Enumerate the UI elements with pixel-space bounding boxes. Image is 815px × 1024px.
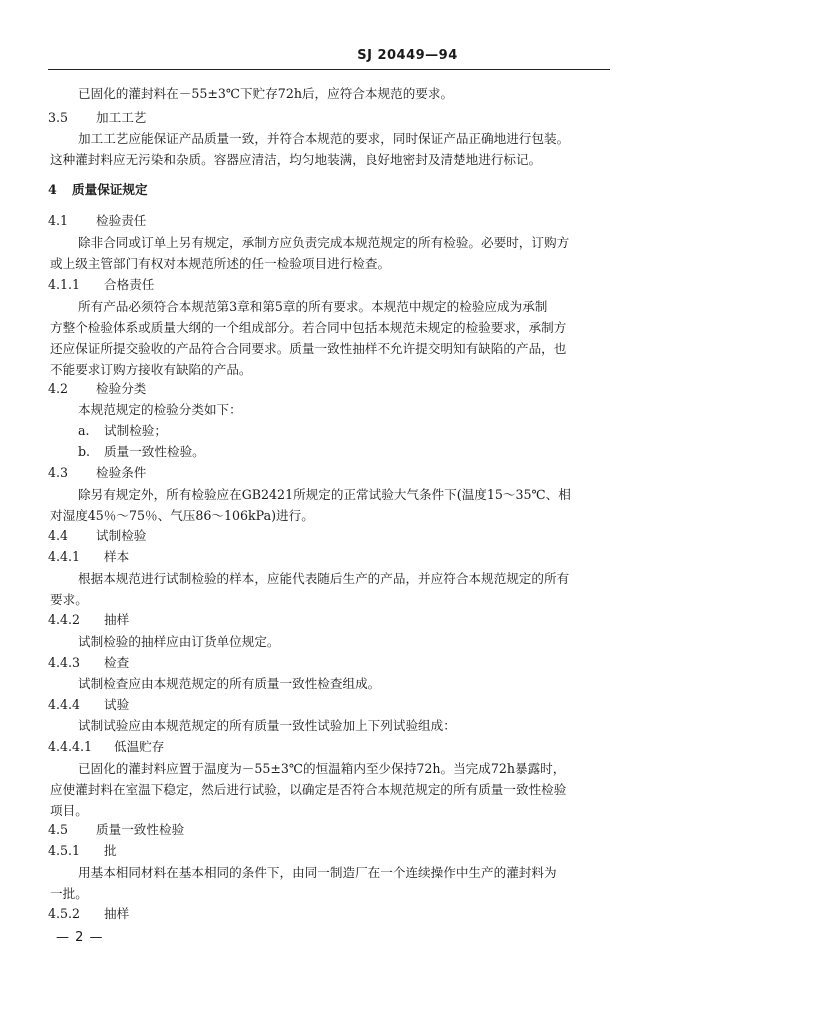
heading-title: 试验 bbox=[104, 697, 130, 712]
paragraph-line: 这种灌封料应无污染和杂质。容器应清洁，均匀地装满，良好地密封及清楚地进行标记。 bbox=[50, 152, 542, 167]
paragraph-line: 已固化的灌封料应置于温度为－55±3℃的恒温箱内至少保持72h。当完成72h暴露时， bbox=[78, 761, 566, 776]
paragraph-line: 或上级主管部门有权对本规范所述的任一检验项目进行检查。 bbox=[50, 256, 391, 271]
heading-4-1-1 bbox=[48, 277, 154, 293]
heading-4-2 bbox=[48, 381, 146, 397]
heading-4-4-3 bbox=[48, 655, 129, 671]
heading-number: 4.2 bbox=[48, 381, 69, 396]
heading-4-4-2 bbox=[48, 612, 129, 628]
heading-number: 3.5 bbox=[48, 110, 69, 125]
heading-title: 批 bbox=[104, 843, 117, 858]
heading-number: 4.4 bbox=[48, 528, 69, 543]
heading-title: 样本 bbox=[104, 549, 130, 564]
paragraph-line: 试制检查应由本规范规定的所有质量一致性检查组成。 bbox=[78, 676, 381, 691]
paragraph-line: 一批。 bbox=[50, 886, 88, 901]
heading-title: 抽样 bbox=[104, 906, 130, 921]
paragraph-line: 所有产品必须符合本规范第3章和第5章的所有要求。本规范中规定的检验应成为承制 bbox=[78, 299, 548, 314]
heading-4-1 bbox=[48, 213, 146, 229]
heading-number: 4.5.2 bbox=[48, 906, 81, 921]
list-item-b bbox=[78, 444, 205, 460]
heading-title: 检验责任 bbox=[96, 213, 147, 228]
heading-4 bbox=[48, 182, 148, 198]
heading-title: 试制检验 bbox=[96, 528, 147, 543]
heading-number: 4.3 bbox=[48, 465, 69, 480]
heading-number: 4.4.3 bbox=[48, 655, 81, 670]
heading-4-5 bbox=[48, 822, 184, 838]
heading-title: 抽样 bbox=[104, 612, 130, 627]
heading-title: 检查 bbox=[104, 655, 130, 670]
paragraph-line: 用基本相同材料在基本相同的条件下，由同一制造厂在一个连续操作中生产的灌封料为 bbox=[78, 865, 557, 880]
heading-number: 4.4.2 bbox=[48, 612, 81, 627]
heading-number: 4.4.1 bbox=[48, 549, 81, 564]
heading-number: 4.4.4.1 bbox=[48, 739, 93, 754]
heading-number: 4.4.4 bbox=[48, 697, 81, 712]
list-text: 试制检验； bbox=[104, 423, 167, 438]
heading-title: 质量保证规定 bbox=[72, 182, 148, 197]
heading-title: 合格责任 bbox=[104, 277, 155, 292]
list-item-a bbox=[78, 423, 167, 439]
paragraph-line: 应使灌封料在室温下稳定，然后进行试验，以确定是否符合本规范规定的所有质量一致性检验 bbox=[50, 782, 567, 797]
heading-4-4-1 bbox=[48, 549, 129, 565]
heading-4-5-1 bbox=[48, 843, 117, 859]
header-rule bbox=[48, 69, 610, 70]
heading-title: 检验分类 bbox=[96, 381, 147, 396]
list-marker: b. bbox=[78, 444, 91, 459]
paragraph-line: 根据本规范进行试制检验的样本，应能代表随后生产的产品，并应符合本规范规定的所有 bbox=[78, 571, 570, 586]
paragraph-line: 不能要求订购方接收有缺陷的产品。 bbox=[50, 362, 252, 377]
paragraph-line: 方整个检验体系或质量大纲的一个组成部分。若合同中包括本规范未规定的检验要求，承制方 bbox=[50, 320, 567, 335]
heading-title: 加工工艺 bbox=[96, 110, 147, 125]
page-number: — 2 — bbox=[56, 930, 104, 945]
heading-4-5-2 bbox=[48, 906, 129, 922]
heading-title: 检验条件 bbox=[96, 465, 147, 480]
paragraph-line: 对湿度45％～75％、气压86～106kPa)进行。 bbox=[50, 508, 314, 523]
heading-number: 4.5.1 bbox=[48, 843, 81, 858]
heading-title: 质量一致性检验 bbox=[96, 822, 185, 837]
paragraph-line: 试制试验应由本规范规定的所有质量一致性试验加上下列试验组成： bbox=[78, 718, 456, 733]
paragraph-line: 还应保证所提交验收的产品符合合同要求。质量一致性抽样不允许提交明知有缺陷的产品，也 bbox=[50, 341, 567, 356]
heading-4-4-4-1 bbox=[48, 739, 164, 755]
list-text: 质量一致性检验。 bbox=[104, 444, 205, 459]
page-header: SJ 20449—94 bbox=[357, 48, 458, 63]
paragraph-line: 除非合同或订单上另有规定，承制方应负责完成本规范规定的所有检验。必要时，订购方 bbox=[78, 235, 570, 250]
heading-4-4-4 bbox=[48, 697, 129, 713]
heading-number: 4.1.1 bbox=[48, 277, 81, 292]
paragraph-line: 已固化的灌封料在－55±3℃下贮存72h后，应符合本规范的要求。 bbox=[78, 86, 454, 101]
list-marker: a. bbox=[78, 423, 90, 438]
heading-3-5 bbox=[48, 110, 146, 126]
paragraph-line: 本规范规定的检验分类如下： bbox=[78, 402, 242, 417]
heading-title: 低温贮存 bbox=[114, 739, 165, 754]
paragraph-line: 要求。 bbox=[50, 592, 88, 607]
paragraph-line: 项目。 bbox=[50, 803, 88, 818]
paragraph-line: 除另有规定外，所有检验应在GB2421所规定的正常试验大气条件下(温度15～35℃、相 bbox=[78, 487, 571, 502]
heading-number: 4.1 bbox=[48, 213, 69, 228]
paragraph-line: 试制检验的抽样应由订货单位规定。 bbox=[78, 634, 280, 649]
heading-4-3 bbox=[48, 465, 146, 481]
heading-number: 4.5 bbox=[48, 822, 69, 837]
paragraph-line: 加工工艺应能保证产品质量一致，并符合本规范的要求，同时保证产品正确地进行包装。 bbox=[78, 131, 570, 146]
heading-number: 4 bbox=[48, 182, 57, 197]
heading-4-4 bbox=[48, 528, 146, 544]
